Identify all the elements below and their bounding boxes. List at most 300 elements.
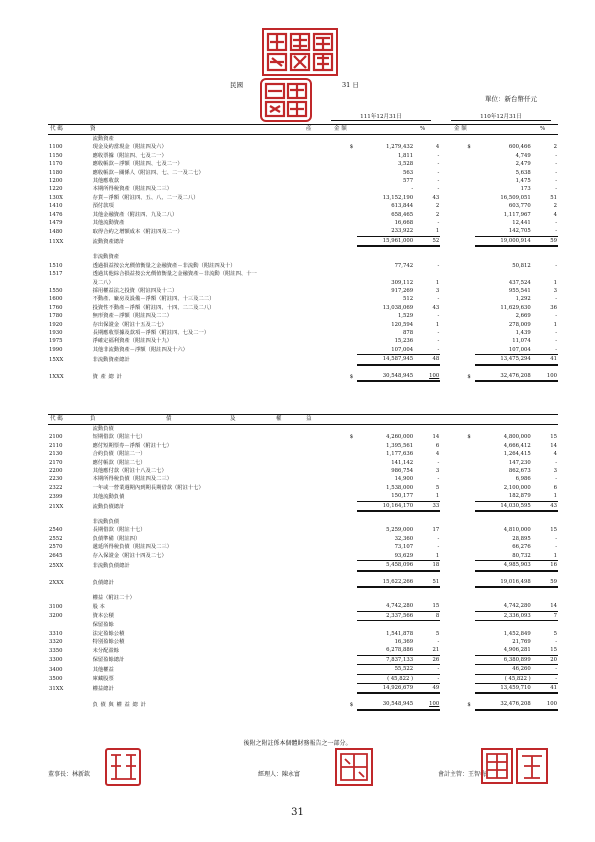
- row-label: 本期所得稅資產（附註四及二三）: [92, 186, 173, 193]
- currency-sign-110: [466, 655, 475, 664]
- currency-sign-111: [349, 194, 358, 202]
- row-code: 2399: [49, 493, 63, 500]
- table-row: [48, 638, 558, 646]
- liab-header-mid3: 權: [276, 416, 282, 422]
- report-date-prefix: 民國: [230, 81, 243, 89]
- percent-111: [414, 425, 440, 433]
- percent-111: -: [414, 665, 440, 674]
- column-gap: [440, 475, 466, 483]
- column-gap: [440, 484, 466, 492]
- currency-sign-111: [349, 475, 358, 483]
- table-row: [48, 655, 558, 664]
- percent-110: 15: [550, 434, 557, 441]
- percent-111: 5: [435, 484, 440, 491]
- currency-sign-111: [349, 501, 358, 511]
- table-row: [48, 372, 558, 381]
- accountant-seal-2-icon: [518, 750, 546, 782]
- percent-111: 2: [435, 203, 440, 210]
- column-gap: [440, 535, 466, 543]
- percent-110: -: [555, 313, 557, 320]
- row-code: 1480: [49, 228, 63, 235]
- currency-sign-110: [466, 425, 475, 433]
- percent-110: 14: [550, 442, 557, 449]
- row-code: 1760: [49, 304, 63, 311]
- table-row: [48, 433, 558, 441]
- amount-110: 173: [520, 186, 531, 193]
- chairman-seal-icon: [107, 750, 139, 784]
- amount-111: 77,742: [394, 262, 414, 269]
- column-gap: [440, 372, 466, 381]
- percent-111: 8: [414, 611, 440, 620]
- amount-110: 19,000,914: [475, 236, 532, 246]
- amount-111: 93,629: [357, 552, 414, 561]
- currency-sign-111: [349, 253, 358, 261]
- currency-sign-111: [349, 135, 358, 143]
- percent-111: 51: [414, 578, 440, 587]
- percent-110: 1: [532, 552, 558, 561]
- row-code: 1180: [49, 169, 63, 176]
- currency-sign-111: [349, 594, 358, 602]
- column-gap: [440, 501, 466, 511]
- percent-110: -: [555, 262, 557, 269]
- currency-sign-110: [466, 287, 475, 295]
- column-gap: [440, 202, 466, 210]
- percent-111: [414, 253, 440, 261]
- currency-sign-111: [349, 442, 358, 450]
- table-row: [48, 185, 558, 193]
- percent-111: 17: [432, 527, 440, 534]
- row-code: 1600: [49, 296, 63, 303]
- column-gap: [440, 262, 466, 270]
- percent-111: -: [437, 169, 440, 176]
- table-row: [48, 295, 558, 303]
- currency-sign-110: $: [467, 434, 471, 441]
- currency-sign-111: [349, 346, 358, 355]
- row-code: 2170: [49, 459, 63, 466]
- row-code: 25XX: [49, 563, 64, 570]
- amount-111: 30,548,945: [357, 372, 414, 381]
- column-gap: [440, 492, 466, 501]
- currency-sign-110: [466, 194, 475, 202]
- percent-110: -: [532, 674, 558, 683]
- currency-sign-110: [466, 169, 475, 177]
- column-gap: [440, 227, 466, 236]
- amount-111: 233,922: [357, 227, 414, 236]
- currency-sign-111: [349, 177, 358, 185]
- row-code: [48, 621, 92, 630]
- column-gap: [440, 630, 466, 638]
- row-code: 1780: [49, 313, 63, 320]
- amount-111: 7,837,133: [357, 655, 414, 664]
- liab-table: [48, 425, 558, 711]
- column-gap: [440, 169, 466, 177]
- row-code: 2570: [49, 544, 63, 551]
- currency-sign-111: [349, 665, 358, 674]
- column-gap: [440, 433, 466, 441]
- column-gap: [440, 329, 466, 337]
- liab-column-header: [48, 414, 558, 425]
- row-code: 1920: [49, 321, 63, 328]
- currency-sign-111: [349, 602, 358, 611]
- amount-111: 16,668: [394, 220, 414, 227]
- amount-111: 5,458,096: [357, 561, 414, 571]
- currency-sign-110: [466, 674, 475, 683]
- amount-111: 150,177: [357, 492, 414, 501]
- assets-header: 資: [90, 126, 96, 132]
- percent-110: -: [555, 535, 557, 542]
- percent-110: 100: [532, 700, 558, 709]
- table-row: [48, 365, 558, 372]
- currency-sign-110: [466, 552, 475, 561]
- amount-111: 2,337,566: [357, 611, 414, 620]
- currency-sign-111: [349, 561, 358, 571]
- currency-sign-110: $: [467, 373, 471, 380]
- row-code: 2552: [49, 535, 63, 542]
- row-label: 應付帳款（附註二七）: [92, 459, 146, 466]
- percent-111: 21: [414, 646, 440, 655]
- currency-sign-110: [466, 450, 475, 458]
- column-gap: [440, 683, 466, 693]
- row-code: [48, 253, 92, 261]
- amount-111: 14,900: [394, 476, 414, 483]
- column-gap: [440, 467, 466, 475]
- percent-111: 100: [414, 372, 440, 381]
- amount-111: 15,622,266: [357, 578, 414, 587]
- period-header-110: 110年12月31日: [451, 112, 551, 121]
- percent-110: -: [555, 152, 557, 159]
- row-label: 非流動負債總計: [92, 563, 130, 570]
- row-code: 3300: [49, 657, 63, 664]
- row-label: 保留盈餘總計: [92, 657, 125, 664]
- percent-110: 3: [553, 287, 557, 294]
- amount-111: [357, 135, 414, 143]
- row-label: 保留盈餘: [92, 622, 114, 629]
- company-seal: [262, 28, 338, 76]
- amount-111: 15,961,000: [357, 236, 414, 246]
- row-label: 股 本: [92, 603, 105, 610]
- percent-111: 1: [414, 492, 440, 501]
- percent-111: -: [437, 338, 440, 345]
- table-row: [48, 279, 558, 287]
- percent-110: 36: [550, 304, 557, 311]
- column-gap: [440, 665, 466, 674]
- percent-110: 59: [532, 236, 558, 246]
- column-gap: [440, 160, 466, 168]
- row-code: 3310: [49, 630, 63, 637]
- currency-sign-111: [349, 211, 358, 219]
- amount-111: 1,279,432: [386, 144, 414, 151]
- column-gap: [440, 270, 466, 278]
- percent-111: -: [437, 296, 440, 303]
- currency-sign-111: [349, 337, 358, 345]
- row-code: 15XX: [49, 357, 64, 364]
- currency-sign-110: [466, 295, 475, 303]
- percent-110: -: [555, 186, 557, 193]
- percent-111: 6: [435, 442, 440, 449]
- row-code: 3500: [49, 676, 63, 683]
- amount-111: 1,811: [397, 152, 414, 159]
- percent-111: 3: [435, 468, 440, 475]
- table-row: [48, 253, 558, 261]
- table-row: [48, 202, 558, 210]
- row-code: [48, 425, 92, 433]
- assets-header-end: 產: [306, 126, 312, 132]
- percent-111: 14: [432, 434, 440, 441]
- row-code: [48, 700, 92, 709]
- amount-110: 32,476,208: [475, 700, 532, 709]
- percent-110: -: [555, 169, 557, 176]
- percent-110: -: [555, 338, 557, 345]
- table-row: [48, 561, 558, 571]
- row-code: 1930: [49, 329, 63, 336]
- amount-110: 2,100,000: [503, 484, 531, 491]
- currency-sign-110: [466, 355, 475, 365]
- percent-111: 15: [414, 602, 440, 611]
- table-row: [48, 501, 558, 511]
- row-label: 取得合約之增額成本（附註四及二一）: [92, 228, 183, 235]
- currency-sign-110: [466, 535, 475, 543]
- table-row: [48, 329, 558, 337]
- row-spacer: [48, 246, 558, 253]
- amount-110: 14,030,595: [475, 501, 532, 511]
- amount-111: 1,541,878: [386, 630, 414, 637]
- table-row: [48, 594, 558, 602]
- row-label: 權益（附註二十）: [92, 594, 135, 601]
- table-row: [48, 526, 558, 534]
- percent-110: -: [555, 220, 557, 227]
- row-label: 長期應收票據及款項－淨額（附註四、七及二一）: [92, 329, 210, 336]
- table-row: [48, 700, 558, 709]
- amount-111: 55,522: [357, 665, 414, 674]
- currency-sign-111: [349, 552, 358, 561]
- pct-header-111: %: [420, 126, 426, 132]
- amount-111: 613,844: [391, 203, 414, 210]
- percent-110: -: [532, 227, 558, 236]
- currency-sign-111: [349, 425, 358, 433]
- liab-header-end: 益: [306, 416, 312, 422]
- amount-111: 3,528: [397, 161, 414, 168]
- row-label: 未分配盈餘: [92, 647, 120, 654]
- row-code: 2230: [49, 476, 63, 483]
- accountant-seal-icon: [483, 750, 511, 782]
- amount-110: 107,004: [475, 346, 532, 355]
- row-label: 非流動資產總計: [92, 357, 130, 364]
- row-label: 應收帳款－關係人（附註四、七、二一及二七）: [92, 169, 204, 176]
- currency-sign-110: [466, 337, 475, 345]
- column-gap: [440, 321, 466, 329]
- amount-110: 862,673: [508, 468, 531, 475]
- amount-110: 50,812: [512, 262, 531, 269]
- row-label: 其他非流動資產－淨額（附註四及十六）: [92, 347, 188, 354]
- percent-111: 1: [435, 279, 440, 286]
- row-code: [48, 279, 92, 287]
- currency-sign-111: [349, 262, 358, 270]
- amount-110: 182,879: [475, 492, 532, 501]
- currency-sign-110: [466, 543, 475, 551]
- amount-110: 4,906,281: [475, 646, 532, 655]
- row-label: 存出保證金（附註十五及二七）: [92, 321, 167, 328]
- row-code: 1476: [49, 211, 63, 218]
- currency-sign-111: [349, 295, 358, 303]
- amount-110: [475, 253, 532, 261]
- currency-sign-111: [349, 287, 358, 295]
- table-row: [48, 621, 558, 630]
- company-seal-icon: [264, 30, 336, 74]
- row-code: 3350: [49, 647, 63, 654]
- row-label: 負債總計: [92, 579, 114, 586]
- percent-110: 1: [553, 279, 557, 286]
- amount-111: 32,360: [394, 535, 414, 542]
- column-gap: [440, 295, 466, 303]
- amount-111: 107,004: [357, 346, 414, 355]
- row-code: [48, 594, 92, 602]
- amount-111: 120,594: [391, 321, 414, 328]
- amount-110: 80,732: [475, 552, 532, 561]
- column-gap: [440, 543, 466, 551]
- table-row: [48, 160, 558, 168]
- currency-sign-111: [349, 674, 358, 683]
- percent-110: 1: [532, 492, 558, 501]
- amount-111: [357, 253, 414, 261]
- amount-110: [475, 270, 532, 278]
- amount-111: 6,278,886: [357, 646, 414, 655]
- page-number: 31: [291, 807, 304, 818]
- column-gap: [440, 518, 466, 526]
- row-label: 權益總計: [92, 685, 114, 692]
- row-code: 1200: [49, 178, 63, 185]
- row-label: 及二八）: [92, 279, 114, 286]
- amount-110: 4,742,280: [475, 602, 532, 611]
- currency-sign-111: [349, 312, 358, 320]
- amount-110: 28,895: [512, 535, 531, 542]
- column-gap: [440, 253, 466, 261]
- percent-110: 2: [553, 144, 557, 151]
- column-gap: [440, 236, 466, 246]
- percent-111: 43: [432, 304, 440, 311]
- percent-111: -: [437, 544, 440, 551]
- percent-110: -: [555, 329, 557, 336]
- percent-110: 6: [553, 484, 557, 491]
- amount-111: 141,142: [391, 459, 414, 466]
- amount-110: 19,016,498: [475, 578, 532, 587]
- unit-label: 單位：新台幣仟元: [485, 95, 537, 103]
- table-row: [48, 236, 558, 246]
- percent-110: 16: [532, 561, 558, 571]
- currency-sign-110: [466, 602, 475, 611]
- currency-sign-110: [466, 321, 475, 329]
- percent-111: -: [437, 178, 440, 185]
- percent-111: [414, 518, 440, 526]
- currency-sign-110: [466, 501, 475, 511]
- table-row: [48, 511, 558, 518]
- currency-sign-110: $: [467, 144, 471, 151]
- row-label: 非流動負債: [92, 519, 120, 526]
- percent-111: 48: [414, 355, 440, 365]
- percent-111: 18: [414, 561, 440, 571]
- row-code: 1150: [49, 152, 63, 159]
- percent-110: 20: [532, 655, 558, 664]
- row-code: 2XXX: [49, 579, 64, 586]
- percent-111: [414, 135, 440, 143]
- row-code: 1410: [49, 203, 63, 210]
- row-label: 存貨－淨額（附註四、五、八、二一及二八）: [92, 194, 199, 201]
- currency-sign-110: [466, 459, 475, 467]
- amount-111: 1,529: [397, 313, 414, 320]
- column-gap: [440, 355, 466, 365]
- amount-111: [357, 594, 414, 602]
- row-spacer: [48, 571, 558, 578]
- amount-111: 1,177,636: [386, 451, 414, 458]
- table-row: [48, 321, 558, 329]
- table-row: [48, 646, 558, 655]
- currency-sign-111: [349, 236, 358, 246]
- amount-110: 4,810,000: [503, 527, 531, 534]
- percent-110: 100: [532, 372, 558, 381]
- percent-110: [532, 425, 558, 433]
- percent-110: 1: [553, 321, 557, 328]
- currency-sign-110: [466, 152, 475, 160]
- currency-sign-110: [466, 236, 475, 246]
- row-label: 長期借款（附註十七）: [92, 527, 146, 534]
- column-gap: [440, 552, 466, 561]
- table-row: [48, 665, 558, 674]
- table-row: [48, 246, 558, 253]
- code-header-2: 代 碼: [50, 416, 63, 422]
- column-gap: [440, 346, 466, 355]
- row-code: 1975: [49, 338, 63, 345]
- percent-110: -: [555, 476, 557, 483]
- currency-sign-110: [466, 253, 475, 261]
- row-label: 預付款項: [92, 203, 114, 210]
- currency-sign-110: [466, 346, 475, 355]
- currency-sign-111: [349, 185, 358, 193]
- row-code: [48, 135, 92, 143]
- percent-110: 15: [550, 527, 557, 534]
- amount-111: 878: [402, 329, 414, 336]
- table-row: [48, 337, 558, 345]
- percent-110: [532, 518, 558, 526]
- amount-110: 66,276: [512, 544, 531, 551]
- percent-110: 4: [553, 451, 557, 458]
- currency-sign-110: [466, 492, 475, 501]
- amount-110: 955,541: [508, 287, 531, 294]
- row-label: 現金及約當現金（附註四及六）: [92, 144, 167, 151]
- table-row: [48, 270, 558, 278]
- currency-sign-110: [466, 135, 475, 143]
- period-header-111: 111年12月31日: [331, 112, 431, 121]
- percent-111: -: [437, 459, 440, 466]
- currency-sign-111: [349, 543, 358, 551]
- column-gap: [440, 655, 466, 664]
- table-row: [48, 143, 558, 151]
- table-row: [48, 450, 558, 458]
- table-row: [48, 571, 558, 578]
- amount-110: 21,769: [512, 638, 531, 645]
- percent-111: -: [437, 313, 440, 320]
- currency-sign-111: [349, 279, 358, 287]
- row-label: 其他應收款: [92, 178, 120, 185]
- percent-110: -: [555, 638, 557, 645]
- currency-sign-111: [349, 646, 358, 655]
- currency-sign-111: [349, 355, 358, 365]
- percent-110: 14: [532, 602, 558, 611]
- table-row: [48, 484, 558, 492]
- amount-111: [357, 518, 414, 526]
- row-code: 3320: [49, 638, 63, 645]
- percent-110: 7: [532, 611, 558, 620]
- amount-111: [357, 425, 414, 433]
- percent-110: [532, 621, 558, 630]
